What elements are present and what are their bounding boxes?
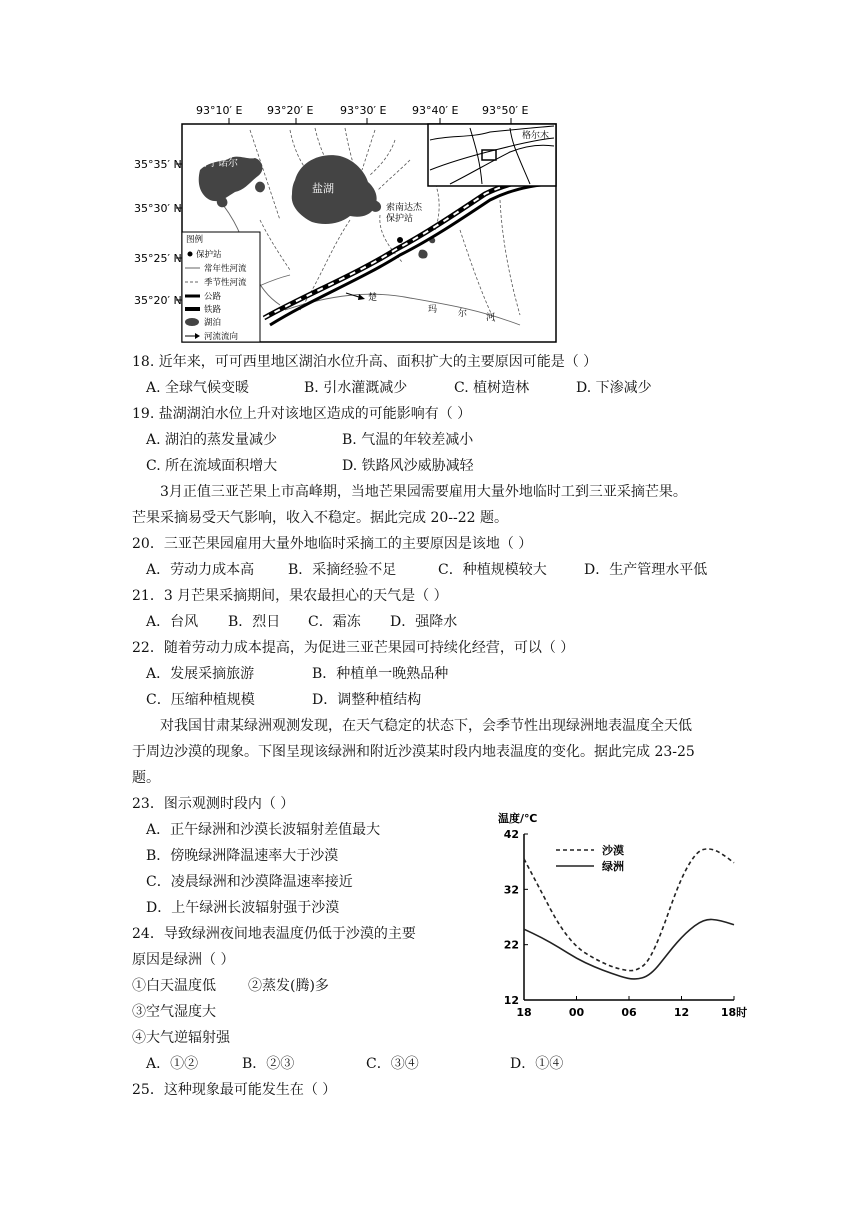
q21-option-b[interactable]: B．烈日 (228, 614, 281, 630)
q20-option-b[interactable]: B．采摘经验不足 (288, 562, 397, 578)
q20-options (146, 560, 707, 580)
lat-label-4: 35°20′ N (134, 294, 182, 307)
y-tick-label: 12 (503, 994, 519, 1007)
q19-option-a[interactable]: A. 湖泊的蒸发量减少 (146, 432, 278, 448)
q24-statement-4: ④大气逆辐射强 (132, 1030, 230, 1046)
legend-flow: 河流流向 (204, 332, 239, 342)
q22-option-b[interactable]: B．种植单一晚熟品种 (312, 666, 449, 682)
q19-option-b[interactable]: B. 气温的年较差减小 (342, 432, 474, 448)
x-tick-label: 18时 (720, 1006, 748, 1019)
x-tick-label: 12 (673, 1006, 690, 1019)
x-tick-label: 06 (621, 1006, 637, 1019)
q18-option-a[interactable]: A. 全球气候变暖 (146, 380, 250, 396)
q19-options-row1 (146, 430, 473, 450)
y-tick-label: 22 (503, 938, 519, 952)
q22-options-row1 (146, 664, 448, 684)
lon-label-4: 93°40′ E (412, 104, 459, 117)
q24-option-a[interactable]: A．①② (146, 1056, 199, 1072)
legend-railway: 铁路 (204, 305, 222, 315)
q18-stem: 18. 近年来，可可西里地区湖泊水位升高、面积扩大的主要原因可能是（ ） (132, 354, 598, 370)
q22-option-d[interactable]: D．调整种植结构 (312, 692, 422, 708)
station-marker (397, 237, 403, 243)
map-legend (182, 232, 260, 342)
lon-label-2: 93°20′ E (267, 104, 314, 117)
q20-option-a[interactable]: A．劳动力成本高 (146, 562, 255, 578)
y-tick-label: 32 (503, 883, 519, 897)
location-map (130, 100, 562, 346)
label-ma: 玛 (428, 305, 438, 315)
lon-label-3: 93°30′ E (340, 104, 387, 117)
q21-option-c[interactable]: C．霜冻 (308, 614, 361, 630)
label-golmud: 格尔木 (522, 131, 550, 141)
legend-perennial: 常年性河流 (204, 264, 247, 274)
q24-statement-2: ②蒸发(腾)多 (248, 978, 329, 994)
lat-label-2: 35°30′ N (134, 202, 182, 215)
legend-seasonal: 季节性河流 (204, 278, 247, 288)
q21-option-a[interactable]: A．台风 (146, 614, 199, 630)
q24-statement-3: ③空气湿度大 (132, 1004, 216, 1020)
lon-label-1: 93°10′ E (196, 104, 243, 117)
q24-option-c[interactable]: C．③④ (366, 1056, 419, 1072)
x-tick-label: 00 (568, 1006, 585, 1019)
q19-stem: 19. 盐湖湖泊水位上升对该地区造成的可能影响有（ ） (132, 406, 472, 422)
passage3-line1: 对我国甘肃某绿洲观测发现，在天气稳定的状态下，会季节性出现绿洲地表温度全天低 (160, 718, 692, 734)
passage2-line2: 芒果采摘易受天气影响，收入不稳定。据此完成 20--22 题。 (132, 510, 508, 526)
q24-stem-line1: 24．导致绿洲夜间地表温度仍低于沙漠的主要 (132, 926, 416, 942)
q24-options (146, 1054, 563, 1074)
q19-option-c[interactable]: C. 所在流域面积增大 (146, 458, 278, 474)
label-er: 尔 (458, 309, 468, 319)
y-tick-label: 42 (503, 828, 519, 841)
q25-stem: 25．这种现象最可能发生在（ ） (132, 1082, 337, 1098)
x-tick-label: 18 (516, 1006, 532, 1019)
q24-option-d[interactable]: D．①④ (510, 1056, 564, 1072)
q18-option-d[interactable]: D. 下渗减少 (576, 380, 652, 396)
q19-options-row2 (146, 456, 474, 476)
legend-lake: 湖泊 (204, 318, 222, 328)
q21-stem: 21．3 月芒果采摘期间，果农最担心的天气是（ ） (132, 588, 448, 604)
legend-highway: 公路 (204, 292, 222, 302)
label-haidingnuoer: 海丁诺尔 (198, 158, 238, 169)
q22-options-row2 (146, 690, 421, 710)
q18-option-c[interactable]: C. 植树造林 (454, 380, 530, 396)
q20-option-c[interactable]: C．种植规模较大 (438, 562, 547, 578)
q20-stem: 20．三亚芒果园雇用大量外地临时采摘工的主要原因是该地（ ） (132, 536, 533, 552)
label-station-line1: 索南达杰 (386, 203, 423, 213)
q21-option-d[interactable]: D．强降水 (390, 614, 458, 630)
q24-statements-row1 (132, 976, 329, 996)
q24-stem-line2: 原因是绿洲（ ） (132, 952, 235, 968)
q21-options (146, 612, 457, 632)
label-station-line2: 保护站 (386, 214, 414, 224)
desert-series-line (524, 849, 734, 971)
oasis-series-line (524, 919, 734, 979)
lat-label-1: 35°35′ N (134, 158, 182, 171)
q22-option-c[interactable]: C．压缩种植规模 (146, 692, 255, 708)
q23-stem: 23．图示观测时段内（ ） (132, 796, 295, 812)
q24-option-b[interactable]: B．②③ (242, 1056, 295, 1072)
label-he: 河 (486, 313, 496, 323)
q23-option-c[interactable]: C．凌晨绿洲和沙漠降温速率接近 (146, 874, 353, 890)
passage3-line2: 于周边沙漠的现象。下图呈现该绿洲和附近沙漠某时段内地表温度的变化。据此完成 23-25 (132, 744, 695, 760)
temperature-chart (494, 808, 764, 1030)
label-chu: 楚 (368, 293, 378, 303)
legend-title: 图例 (186, 235, 204, 245)
legend-label: 沙漠 (602, 844, 624, 857)
passage3-line3: 题。 (132, 770, 160, 786)
chart-ylabel: 温度/℃ (498, 812, 538, 825)
q24-statement-1: ①白天温度低 (132, 978, 216, 994)
legend-label: 绿洲 (602, 860, 624, 873)
lon-label-5: 93°50′ E (482, 104, 529, 117)
legend-station: 保护站 (196, 250, 222, 260)
q19-option-d[interactable]: D. 铁路风沙威胁减轻 (342, 458, 474, 474)
q18-options (146, 378, 652, 398)
q20-option-d[interactable]: D．生产管理水平低 (584, 562, 708, 578)
passage2-line1: 3月正值三亚芒果上市高峰期，当地芒果园需要雇用大量外地临时工到三亚采摘芒果。 (160, 484, 687, 500)
q23-option-b[interactable]: B．傍晚绿洲降温速率大于沙漠 (146, 848, 339, 864)
q22-option-a[interactable]: A．发展采摘旅游 (146, 666, 255, 682)
q22-stem: 22．随着劳动力成本提高，为促进三亚芒果园可持续化经营，可以（ ） (132, 640, 575, 656)
q18-option-b[interactable]: B. 引水灌溉减少 (304, 380, 408, 396)
q23-option-a[interactable]: A．正午绿洲和沙漠长波辐射差值最大 (146, 822, 381, 838)
label-salt-lake: 盐湖 (312, 182, 334, 195)
lat-label-3: 35°25′ N (134, 252, 182, 265)
q23-option-d[interactable]: D．上午绿洲长波辐射强于沙漠 (146, 900, 340, 916)
